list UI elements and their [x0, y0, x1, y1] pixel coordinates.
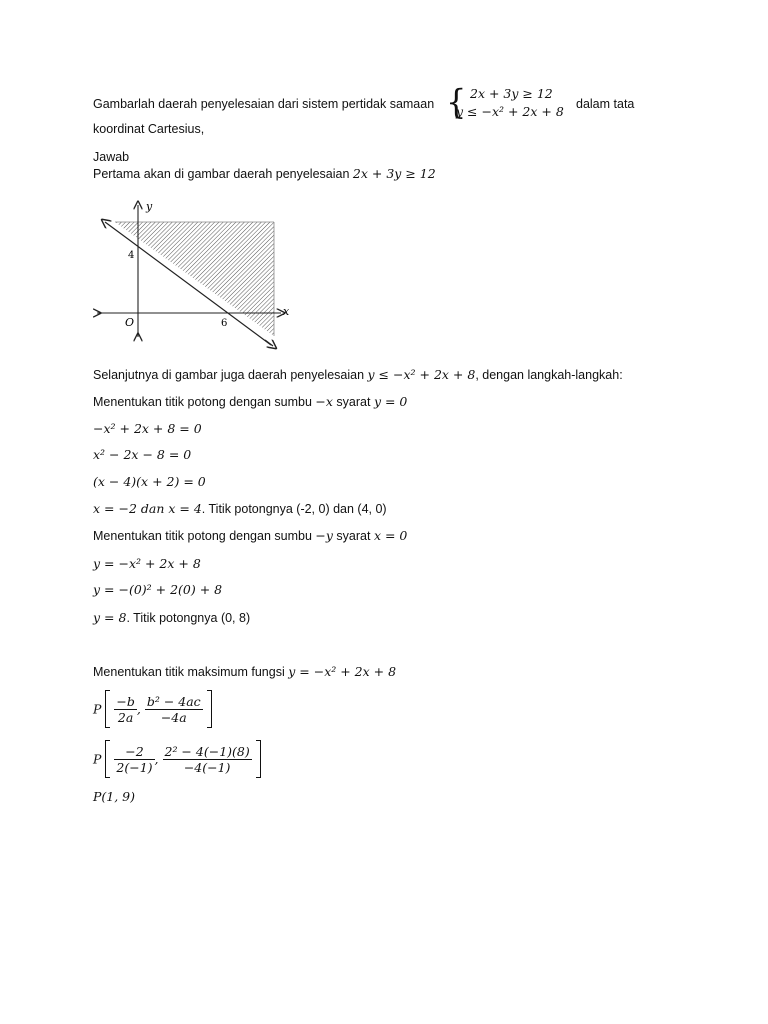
vertex-formula-y-num: b² − 4ac	[146, 693, 201, 709]
vertex-substitution-sep: ,	[154, 751, 159, 767]
x-axis-label: x	[283, 305, 290, 318]
step2-math: y ≤ −x² + 2x + 8	[367, 367, 476, 382]
x-intercept-axis: −x	[315, 394, 333, 409]
step2-line	[93, 367, 623, 383]
y-intercept-eq2: y = −(0)² + 2(0) + 8	[93, 582, 223, 597]
vertex-result: P(1, 9)	[93, 789, 136, 804]
step2-suffix: , dengan langkah-langkah:	[475, 368, 623, 382]
y-axis-label: y	[146, 200, 153, 213]
x-intercept-heading-text: Menentukan titik potong dengan sumbu	[93, 395, 312, 409]
x-intercept-points: . Titik potongnya (-2, 0) dan (4, 0)	[201, 502, 387, 516]
vertex-formula	[93, 690, 212, 728]
inequality-system	[446, 84, 576, 122]
y-intercept-heading-text: Menentukan titik potong dengan sumbu	[93, 529, 312, 543]
y-intercept-heading-mid: syarat	[336, 529, 371, 543]
step1-line	[93, 166, 436, 182]
vertex-formula-x-den: 2a	[117, 709, 134, 725]
vertex-formula-x	[114, 694, 136, 725]
vertex-substitution-x-num: −2	[114, 744, 154, 760]
problem-intro	[93, 96, 434, 112]
x-intercept-condition: y = 0	[373, 394, 408, 409]
system-brace: {	[446, 82, 467, 122]
x-intercept-heading-mid: syarat	[336, 395, 371, 409]
system-line-1: 2x + 3y ≥ 12	[470, 86, 553, 101]
vertex-formula-y	[145, 694, 203, 725]
x-intercept-eq1: −x² + 2x + 8 = 0	[93, 421, 202, 436]
step1-math: 2x + 3y ≥ 12	[352, 166, 436, 181]
maximum-heading	[93, 664, 396, 680]
vertex-formula-p: P	[93, 701, 102, 717]
vertex-substitution-y	[163, 744, 252, 775]
inequality-graph	[93, 195, 307, 355]
y-intercept-point: . Titik potongnya (0, 8)	[126, 611, 251, 625]
problem-continuation: koordinat Cartesius,	[93, 122, 205, 136]
y-intercept-eq3: y = 8	[93, 610, 127, 625]
vertex-substitution-x	[114, 744, 154, 775]
x-intercept-eq2: x² − 2x − 8 = 0	[93, 447, 192, 462]
vertex-substitution-x-den: 2(−1)	[116, 759, 153, 775]
y-intercept-condition: x = 0	[373, 528, 408, 543]
vertex-substitution	[93, 740, 261, 778]
x-intercept-eq3: (x − 4)(x + 2) = 0	[93, 474, 206, 489]
x-intercept-eq4-line	[93, 501, 387, 517]
vertex-formula-sep: ,	[136, 701, 141, 717]
vertex-substitution-y-den: −4(−1)	[183, 759, 231, 775]
vertex-substitution-close-bracket	[256, 740, 261, 778]
vertex-substitution-y-num: 2² − 4(−1)(8)	[164, 743, 250, 759]
vertex-formula-close-bracket	[207, 690, 212, 728]
vertex-substitution-p: P	[93, 751, 102, 767]
answer-label: Jawab	[93, 150, 130, 164]
problem-intro-text: Gambarlah daerah penyelesaian dari sistem pertidak samaan	[93, 97, 435, 111]
problem-outro: dalam tata	[576, 97, 635, 111]
step2-text: Selanjutnya di gambar juga daerah penyelesaian	[93, 368, 365, 382]
vertex-formula-y-den: −4a	[160, 709, 187, 725]
maximum-heading-text: Menentukan titik maksimum fungsi	[93, 665, 285, 679]
maximum-heading-math: y = −x² + 2x + 8	[288, 664, 397, 679]
step1-text: Pertama akan di gambar daerah penyelesaian	[93, 167, 350, 181]
x-intercept-label: 6	[221, 318, 228, 329]
y-intercept-heading	[93, 528, 407, 544]
y-intercept-axis: −y	[315, 528, 333, 543]
x-intercept-eq4: x = −2 dan x = 4	[93, 501, 202, 516]
vertex-formula-open-bracket	[105, 690, 110, 728]
vertex-formula-x-num: −b	[116, 693, 135, 709]
system-line-2: y ≤ −x² + 2x + 8	[456, 104, 564, 119]
vertex-substitution-open-bracket	[105, 740, 110, 778]
y-intercept-eq3-line	[93, 610, 250, 626]
y-intercept-label: 4	[128, 250, 135, 261]
y-intercept-eq1: y = −x² + 2x + 8	[93, 556, 201, 571]
origin-label: O	[125, 316, 135, 329]
x-intercept-heading	[93, 394, 407, 410]
